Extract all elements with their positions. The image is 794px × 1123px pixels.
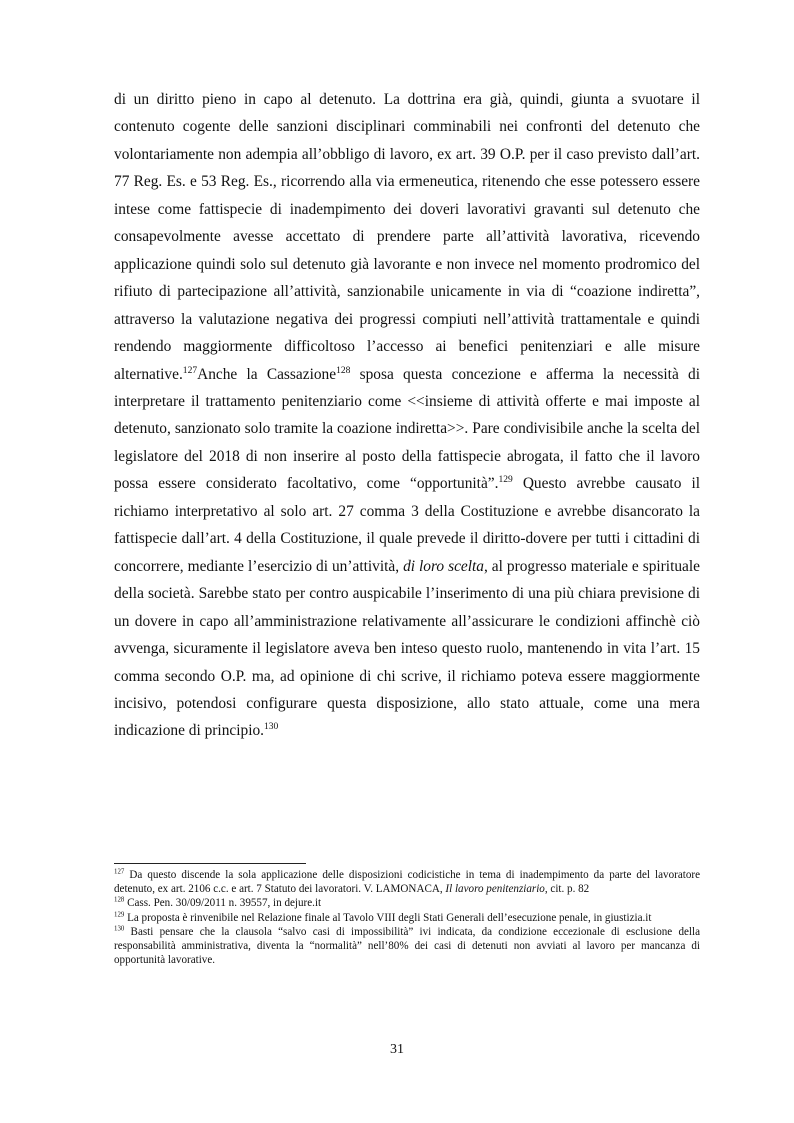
footnote-separator (114, 863, 306, 864)
footnote-italic-title: Il lavoro penitenziario (445, 883, 545, 896)
footnote-text: Cass. Pen. 30/09/2011 n. 39557, in dejure.it (124, 897, 322, 910)
footnote-127 (114, 868, 700, 896)
paragraph-text-3: sposa questa concezione e afferma la necessità di interpretare il trattamento penitenziario come <<insieme di attività offerte e mai imposte al detenuto, sanzionato solo tramite la coazione indiretta>>. Pare condivisibile anche la scelta del legislatore del 2018 di non inserire al posto della fattispecie abrogata, il fatto che il lavoro possa essere considerato facoltativo, come “opportunità”. (114, 365, 700, 493)
paragraph-italic-phrase: di loro scelta (403, 557, 484, 575)
footnote-ref-129[interactable]: 129 (498, 474, 513, 486)
paragraph-text-5: , al progresso materiale e spirituale della società. Sarebbe stato per contro auspicabile l’inserimento di una più chiara previsione di un dovere in capo all’amministrazione relativamente all’assicurare le condizioni affinchè ciò avvenga, sicuramente il legislatore aveva ben inteso questo ruolo, mantenendo in vita l’art. 15 comma secondo O.P. ma, ad opinione di chi scrive, il richiamo poteva essere maggiormente incisivo, potendosi configurare questa disposizione, allo stato attuale, come una mera indicazione di principio. (114, 557, 700, 740)
footnote-text: Da questo discende la sola applicazione delle disposizioni codicistiche in tema di inadempimento da parte del lavoratore detenuto, ex art. 2106 c.c. e art. 7 Statuto dei lavoratori. V. LAMONACA, (114, 869, 700, 896)
footnote-129 (114, 911, 700, 925)
paragraph-text-1: di un diritto pieno in capo al detenuto. La dottrina era già, quindi, giunta a svuotare il contenuto cogente delle sanzioni disciplinari comminabili nei confronti del detenuto che volontariamente non adempia all’obbligo di lavoro, ex art. 39 O.P. per il caso previsto dall’art. 77 Reg. Es. e 53 Reg. Es., ricorrendo alla via ermeneutica, ritenendo che esse potessero essere intese come fattispecie di inadempimento dei doveri lavorativi gravanti sul detenuto che consapevolmente avesse accettato di prendere parte all’attività lavorativa, ricevendo applicazione quindi solo sul detenuto già lavorante e non invece nel momento prodromico del rifiuto di partecipazione all’attività, sanzionabile unicamente in via di “coazione indiretta”, attraverso la valutazione negativa dei progressi compiuti nell’attività trattamentale e quindi rendendo maggiormente difficoltoso l’accesso ai benefici penitenziari e alle misure alternative. (114, 91, 700, 383)
footnote-text-after: , cit. p. 82 (544, 883, 590, 896)
footnote-130 (114, 925, 700, 968)
footnote-number: 129 (114, 910, 125, 918)
footnote-ref-130[interactable]: 130 (264, 721, 279, 733)
footnote-ref-127[interactable]: 127 (182, 364, 198, 376)
footnote-128 (114, 896, 700, 910)
page-number: 31 (390, 1042, 404, 1057)
paragraph-text-4: Questo avrebbe causato il richiamo interpretativo al solo art. 27 comma 3 della Costituzione e avrebbe disancorato la fattispecie dall’art. 4 della Costituzione, il quale prevede il diritto-dovere per tutti i cittadini di concorrere, mediante l’esercizio di un’attività, (114, 475, 700, 575)
footnotes-section (114, 868, 700, 967)
paragraph-text-2: Anche la Cassazione (197, 365, 337, 383)
footnote-text: Basti pensare che la clausola “salvo casi di impossibilità” ivi indicata, da condizione eccezionale di esclusione della responsabilità amministrativa, diventa la “normalità” nell’80% dei casi di detenuti non avviati al lavoro per mancanza di opportunità lavorative. (114, 925, 700, 967)
footnote-number: 128 (114, 896, 125, 904)
footnote-ref-128[interactable]: 128 (336, 364, 351, 376)
footnote-text: La proposta è rinvenibile nel Relazione finale al Tavolo VIII degli Stati Generali dell’esecuzione penale, in giustizia.it (124, 911, 652, 924)
footnote-number: 127 (114, 868, 125, 876)
main-paragraph (114, 86, 700, 745)
footnote-number: 130 (114, 925, 125, 933)
